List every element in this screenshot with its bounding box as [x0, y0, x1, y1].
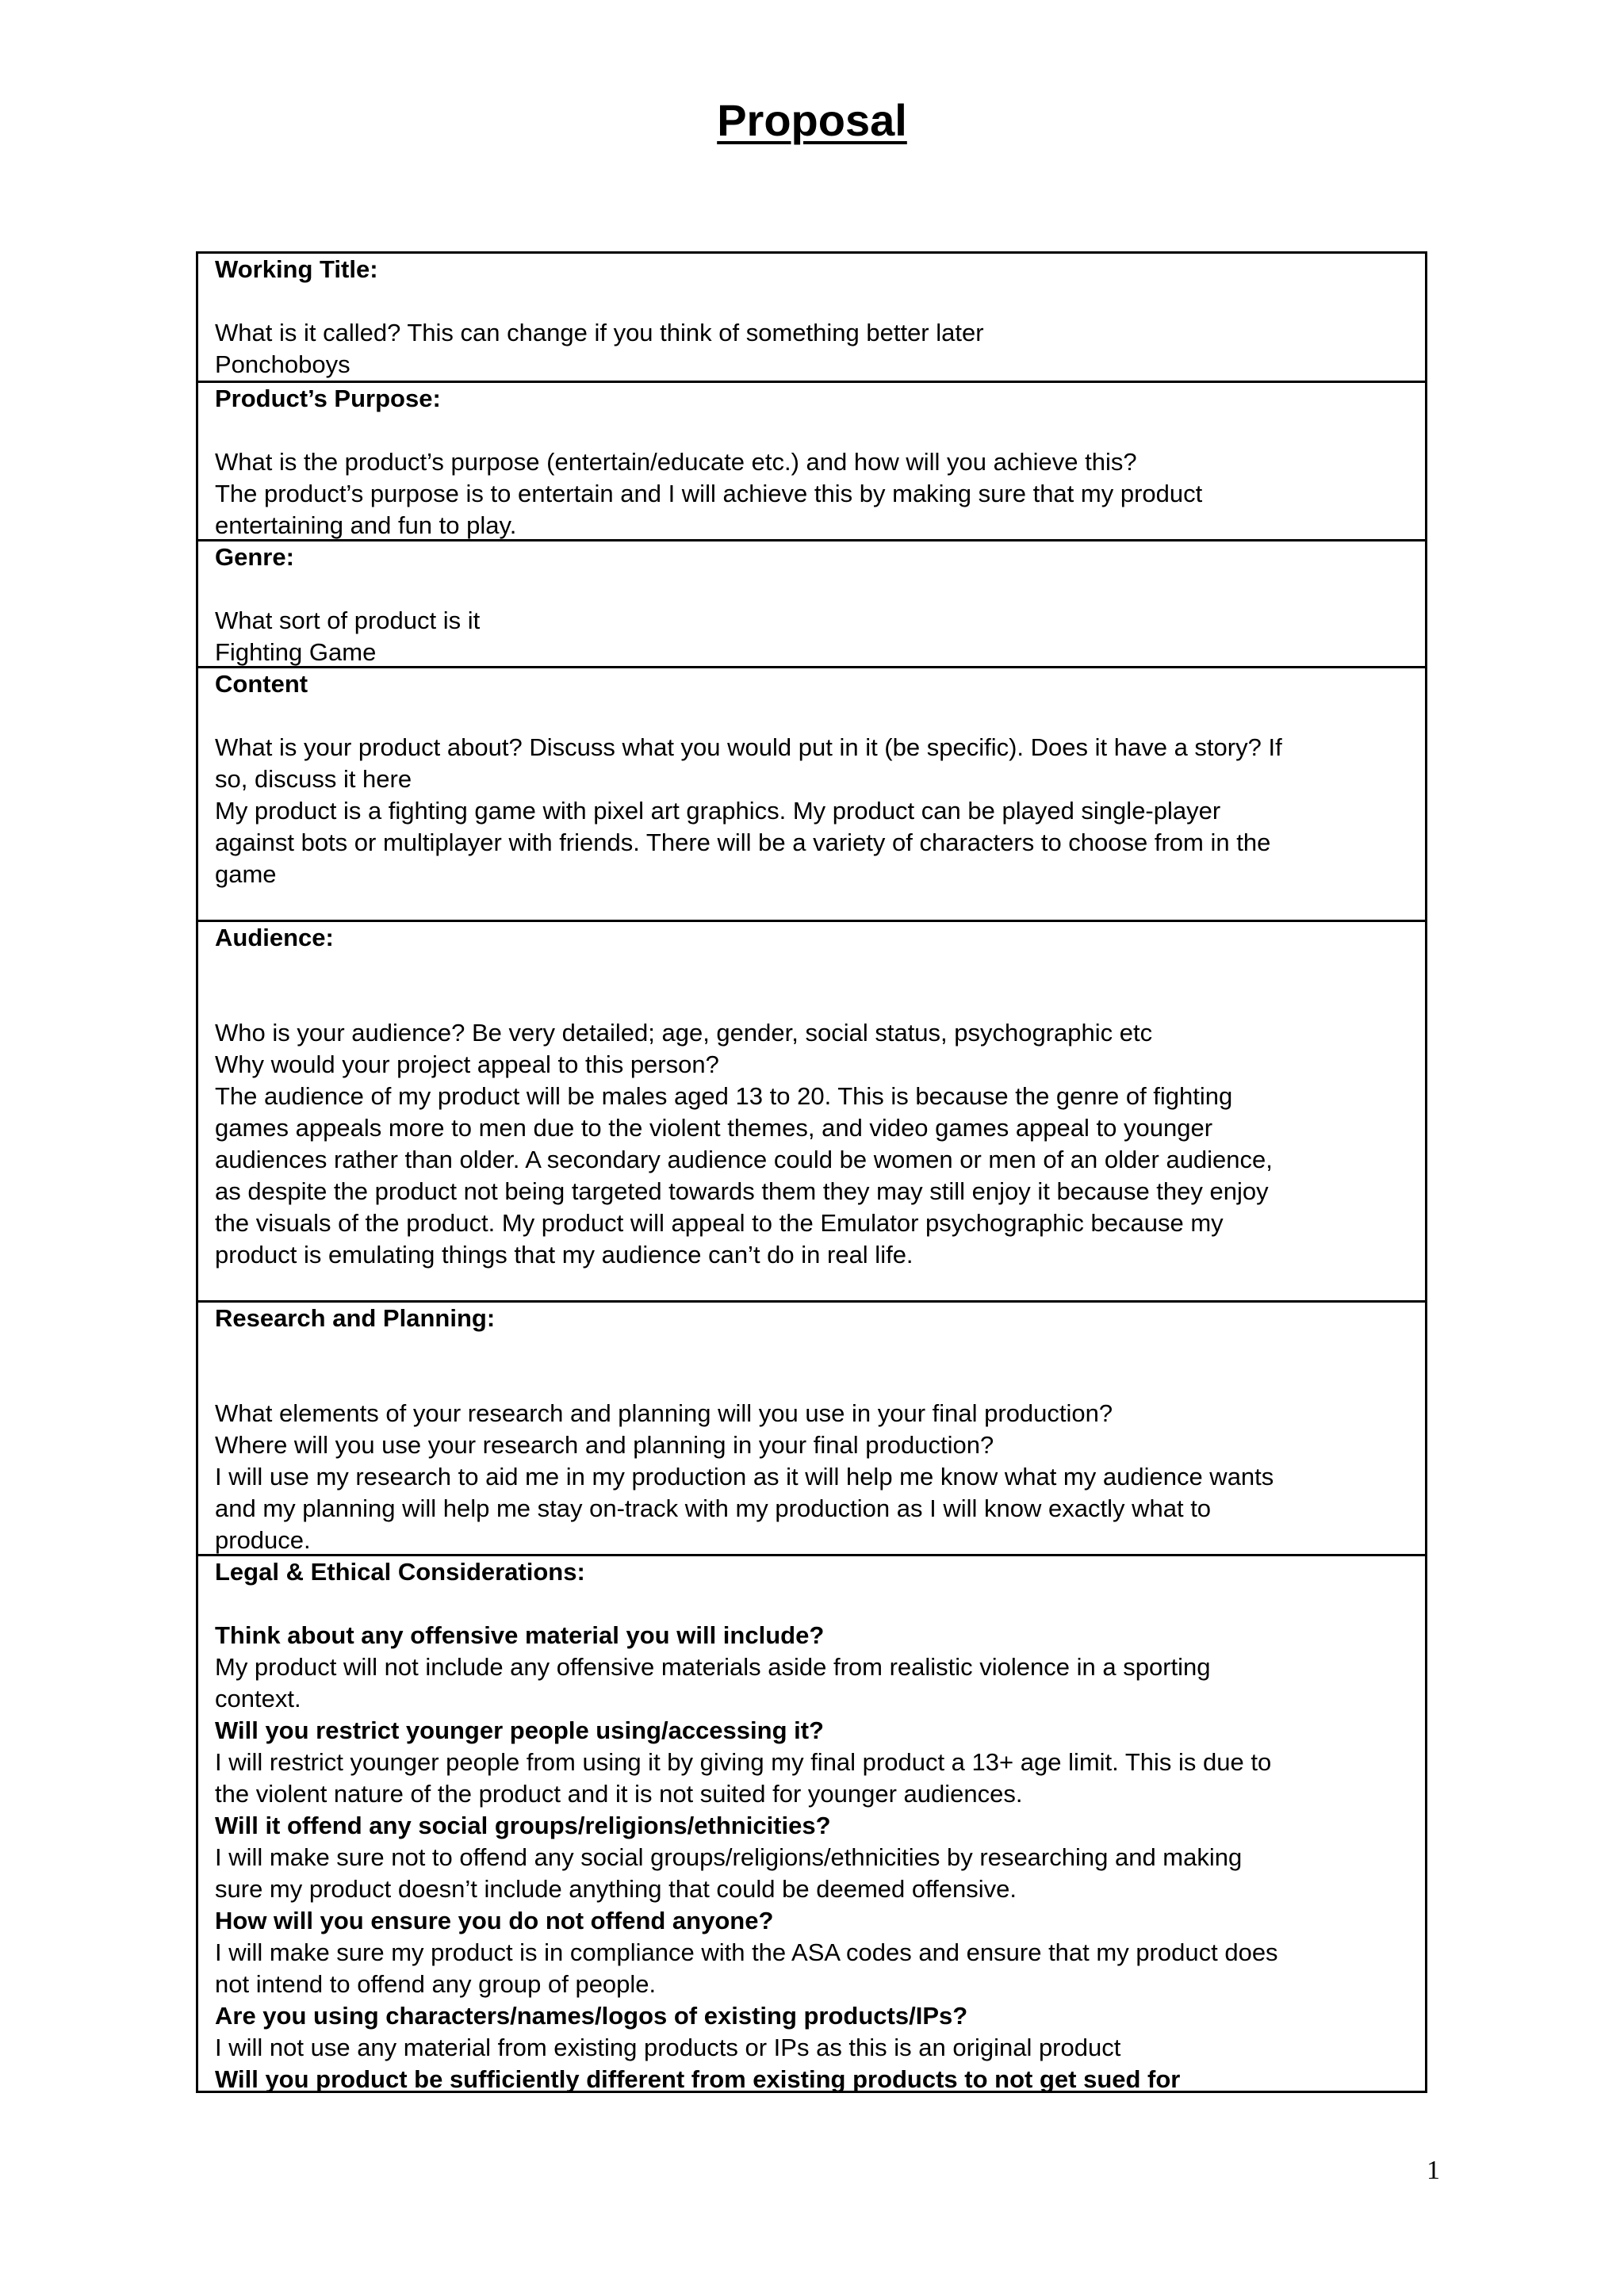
section-heading: Research and Planning: — [215, 1304, 496, 1332]
answer-text: The product’s purpose is to entertain and I will achieve this by making sure that my product — [215, 480, 1203, 507]
prompt-text: Why would your project appeal to this person? — [215, 1050, 719, 1078]
answer-text: produce. — [215, 1526, 311, 1554]
prompt-text: What sort of product is it — [215, 607, 481, 634]
answer-text: entertaining and fun to play. — [215, 511, 517, 539]
genre-section — [198, 539, 1425, 666]
legal-answer: My product will not include any offensive materials aside from realistic violence in a sporting — [215, 1653, 1211, 1681]
audience-section — [198, 920, 1425, 1300]
page-title: Proposal — [717, 95, 907, 145]
legal-question: Will it offend any social groups/religions/ethnicities? — [215, 1812, 831, 1839]
legal-answer: the violent nature of the product and it is not suited for younger audiences. — [215, 1780, 1023, 1808]
prompt-text: so, discuss it here — [215, 765, 412, 793]
prompt-text: What is the product’s purpose (entertain/educate etc.) and how will you achieve this? — [215, 448, 1137, 476]
answer-text: product is emulating things that my audience can’t do in real life. — [215, 1241, 914, 1269]
purpose-section — [198, 381, 1425, 539]
section-heading: Content — [215, 670, 308, 698]
legal-answer: I will make sure not to offend any social groups/religions/ethnicities by researching and making — [215, 1843, 1243, 1871]
section-heading: Product’s Purpose: — [215, 385, 441, 412]
answer-text: and my planning will help me stay on-track with my production as I will know exactly what to — [215, 1494, 1212, 1522]
answer-text: I will use my research to aid me in my production as it will help me know what my audience wants — [215, 1463, 1274, 1490]
legal-answer: not intend to offend any group of people. — [215, 1970, 657, 1998]
working-title-section — [198, 254, 1425, 381]
answer-text: game — [215, 860, 277, 888]
legal-answer: context. — [215, 1685, 301, 1712]
answer-text: audiences rather than older. A secondary audience could be women or men of an older audience, — [215, 1146, 1273, 1173]
answer-text: Ponchoboys — [215, 350, 350, 378]
answer-text: against bots or multiplayer with friends. There will be a variety of characters to choose from in the — [215, 828, 1271, 856]
answer-text: the visuals of the product. My product will appeal to the Emulator psychographic because my — [215, 1209, 1224, 1237]
legal-answer: sure my product doesn’t include anything that could be deemed offensive. — [215, 1875, 1017, 1903]
answer-text: games appeals more to men due to the violent themes, and video games appeal to younger — [215, 1114, 1213, 1142]
section-heading: Working Title: — [215, 255, 378, 283]
prompt-text: Who is your audience? Be very detailed; age, gender, social status, psychographic etc — [215, 1019, 1153, 1047]
prompt-text: What is your product about? Discuss what you would put in it (be specific). Does it have a story? If — [215, 733, 1282, 761]
section-heading: Audience: — [215, 924, 334, 951]
section-heading: Genre: — [215, 543, 294, 571]
proposal-table — [196, 251, 1427, 2093]
legal-answer: I will restrict younger people from using it by giving my final product a 13+ age limit. This is due to — [215, 1748, 1272, 1776]
legal-question: Will you restrict younger people using/accessing it? — [215, 1716, 824, 1744]
legal-question: Will you product be sufficiently different from existing products to not get sued for — [215, 2065, 1181, 2093]
page-number: 1 — [1427, 2156, 1440, 2185]
answer-text: My product is a fighting game with pixel art graphics. My product can be played single-player — [215, 797, 1221, 825]
legal-answer: I will not use any material from existing products or IPs as this is an original product — [215, 2034, 1121, 2061]
legal-answer: I will make sure my product is in compliance with the ASA codes and ensure that my product does — [215, 1938, 1278, 1966]
content-section — [198, 666, 1425, 920]
prompt-text: What is it called? This can change if you think of something better later — [215, 319, 984, 346]
legal-section — [198, 1554, 1425, 2091]
legal-question: How will you ensure you do not offend anyone? — [215, 1907, 774, 1934]
answer-text: The audience of my product will be males aged 13 to 20. This is because the genre of fighting — [215, 1082, 1233, 1110]
legal-question: Are you using characters/names/logos of existing products/IPs? — [215, 2002, 968, 2030]
answer-text: as despite the product not being targeted towards them they may still enjoy it because they enjoy — [215, 1177, 1269, 1205]
research-section — [198, 1300, 1425, 1554]
prompt-text: What elements of your research and planning will you use in your final production? — [215, 1399, 1113, 1427]
section-heading: Legal & Ethical Considerations: — [215, 1558, 585, 1586]
legal-question: Think about any offensive material you will include? — [215, 1621, 825, 1649]
prompt-text: Where will you use your research and planning in your final production? — [215, 1431, 994, 1459]
answer-text: Fighting Game — [215, 638, 377, 666]
